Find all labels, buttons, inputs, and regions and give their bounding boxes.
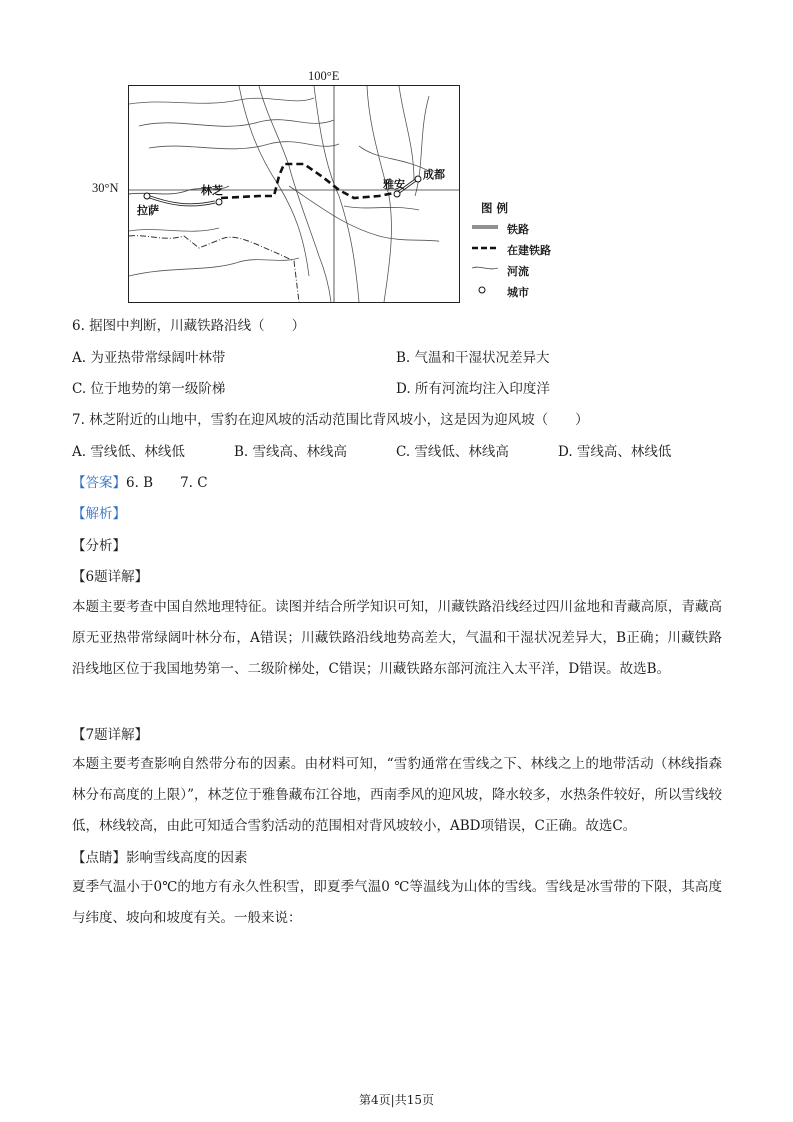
q6-option-d: D. 所有河流均注入印度洋 [396, 381, 550, 397]
detail7-text: 本题主要考查影响自然带分布的因素。由材料可知，“雪豹通常在雪线之下、林线之上的地带活动（林线指森林分布高度的上限）”，林芝位于雅鲁藏布江谷地，西南季风的迎风坡，降水较多，水热条件较好，所以雪线较低，林线较高，由此可知适合雪豹活动的范围相对背风坡较小，ABD项错误，C正确。故选C。 [72, 756, 722, 834]
q6-option-a: A. 为亚热带常绿阔叶林带 [72, 350, 226, 366]
q6-option-c: C. 位于地势的第一级阶梯 [72, 381, 226, 397]
legend-railway: 铁路 [507, 223, 529, 236]
q6-option-b: B. 气温和干湿状况差异大 [396, 350, 550, 366]
q6-stem: 6. 据图中判断，川藏铁路沿线（ ） [72, 318, 306, 334]
legend-railway-construction: 在建铁路 [507, 244, 551, 257]
analysis-label: 【解析】 [72, 506, 126, 522]
legend-river: 河流 [507, 265, 529, 278]
q7-option-d: D. 雪线高、林线低 [558, 444, 672, 460]
legend-heading: 图 例 [481, 201, 509, 215]
q7-stem: 7. 林芝附近的山地中，雪豹在迎风坡的活动范围比背风坡小，这是因为迎风坡（ ） [72, 412, 589, 428]
city-chengdu-label: 成都 [423, 168, 445, 181]
legend-symbols [470, 218, 510, 298]
dianjing-label: 【点睛】 [72, 850, 126, 866]
answer-label: 【答案】 [72, 475, 126, 491]
legend-city: 城市 [507, 286, 529, 299]
dianjing-line [72, 849, 248, 867]
city-yaan-label: 雅安 [383, 178, 405, 191]
q7-option-b: B. 雪线高、林线高 [234, 444, 348, 460]
map-canvas [129, 86, 459, 302]
detail6-text: 本题主要考查中国自然地理特征。读图并结合所学知识可知，川藏铁路沿线经过四川盆地和青藏高原，青藏高原无亚热带常绿阔叶林分布，A错误；川藏铁路沿线地势高差大，气温和干湿状况差异大，B正确；川藏铁路沿线地区位于我国地势第一、二级阶梯处，C错误；川藏铁路东部河流注入太平洋，D错误。故选B。 [72, 599, 722, 677]
city-yaan-marker [394, 191, 400, 197]
city-nyingchi-label: 林芝 [201, 184, 223, 197]
fenxi-label: 【分析】 [72, 538, 126, 554]
dianjing-title: 影响雪线高度的因素 [126, 850, 248, 866]
map-frame [128, 85, 460, 303]
city-lhasa-label: 拉萨 [137, 204, 159, 217]
railway-under-construction [221, 164, 399, 198]
dianjing-text: 夏季气温小于0℃的地方有永久性积雪，即夏季气温0 ℃等温线为山体的雪线。雪线是冰雪带的下限，其高度与纬度、坡向和坡度有关。一般来说： [72, 879, 722, 926]
detail6-label: 【6题详解】 [72, 569, 149, 585]
detail7-label: 【7题详解】 [72, 727, 149, 743]
answer-line [72, 474, 208, 492]
longitude-label: 100°E [308, 69, 340, 83]
q7-option-c: C. 雪线低、林线高 [396, 444, 509, 460]
answer-value: 6. B 7. C [126, 475, 208, 491]
city-nyingchi-marker [216, 199, 222, 205]
page-footer: 第4页|共15页 [359, 1093, 434, 1107]
border-line [129, 236, 299, 302]
map-legend [439, 196, 459, 302]
city-lhasa-marker [144, 193, 150, 199]
city-chengdu-marker [415, 176, 421, 182]
river-lines [129, 86, 459, 302]
latitude-label: 30°N [92, 181, 119, 195]
q7-option-a: A. 雪线低、林线低 [72, 444, 185, 460]
